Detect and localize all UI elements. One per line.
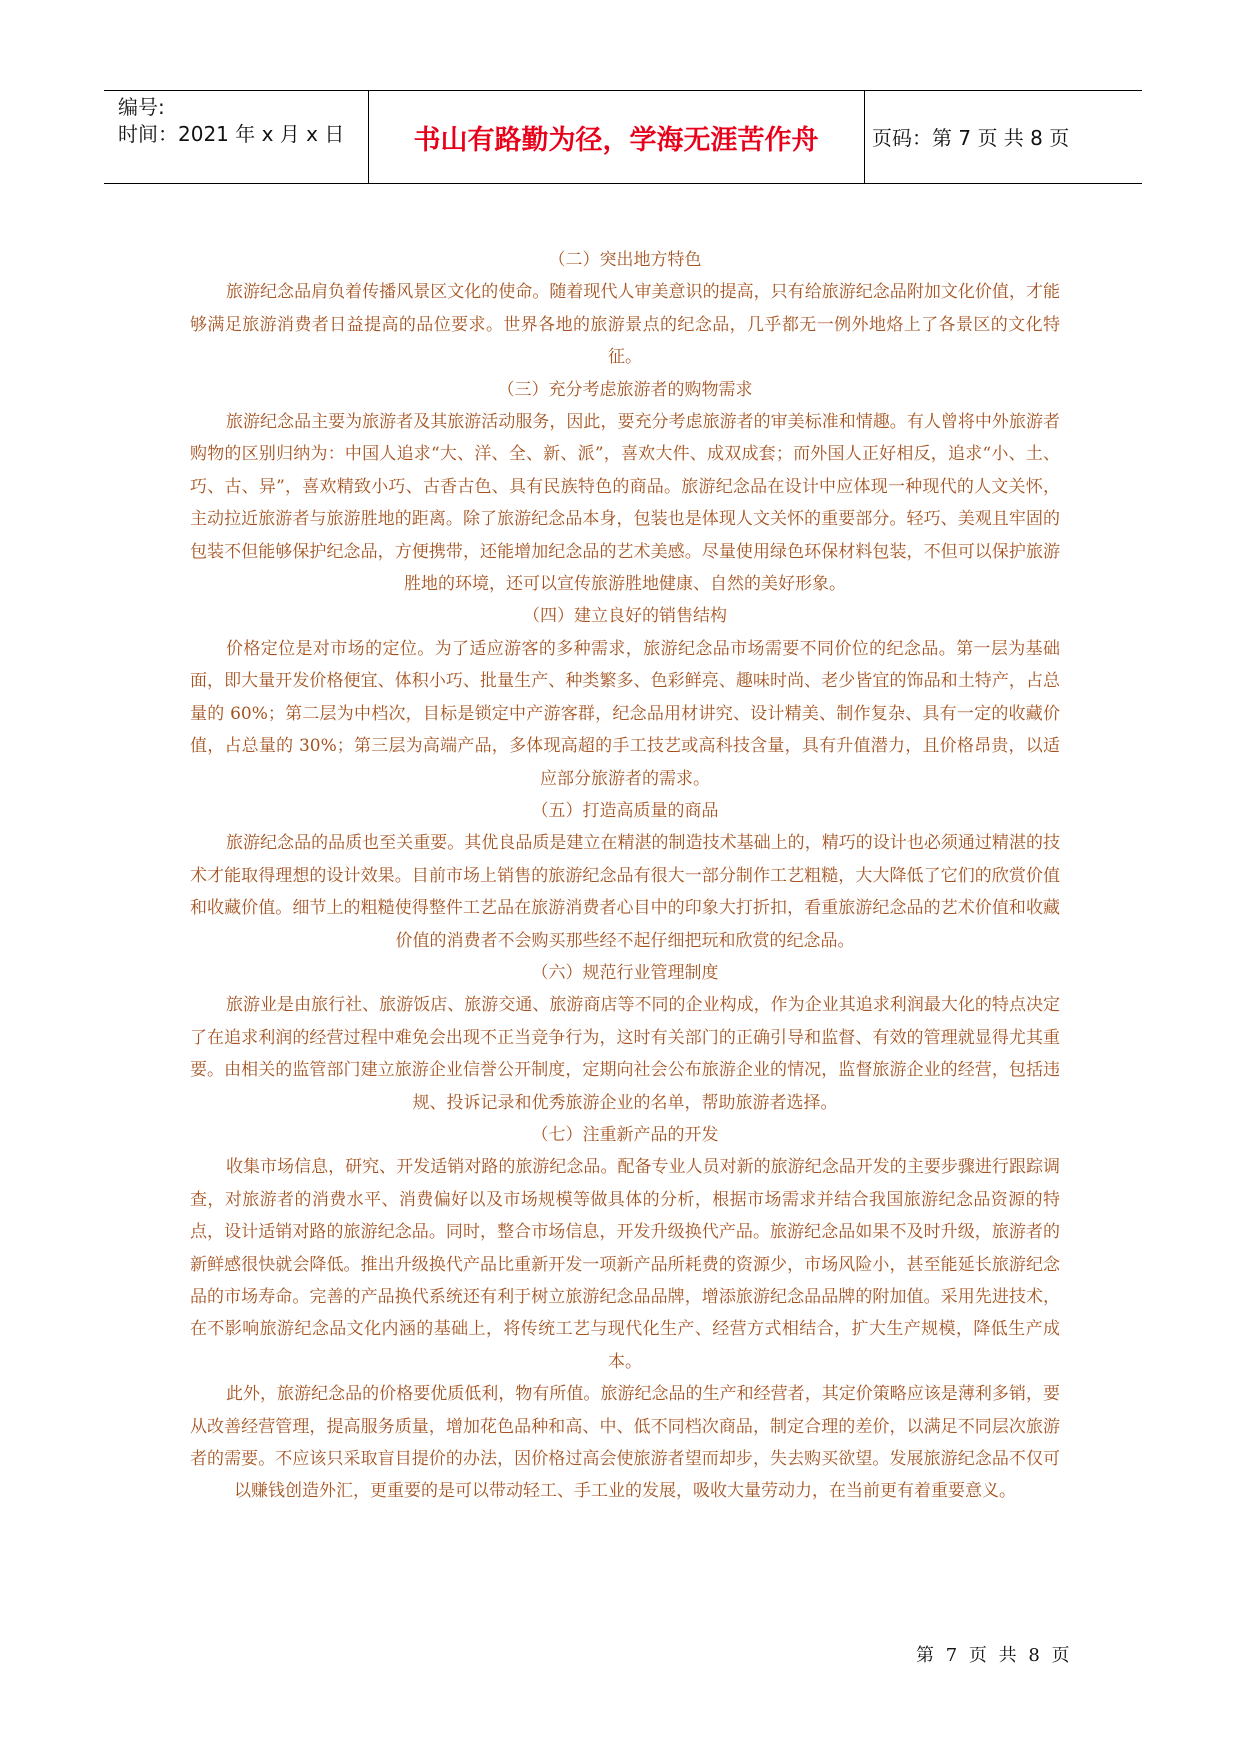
section-heading: （五）打造高质量的商品 [531,800,719,821]
time-label: 时间：2021 年 x 月 x 日 [118,122,345,146]
header-page-info: 页码：第 7 页 共 8 页 [872,126,1070,150]
section-paragraph: 旅游纪念品的品质也至关重要。其优良品质是建立在精湛的制造技术基础上的，精巧的设计也必须通过精湛的技术才能取得理想的设计效果。目前市场上销售的旅游纪念品有很大一部分制作工艺粗糙，大大降低了它们的欣赏价值和收藏价值。细节上的粗糙使得整件工艺品在旅游消费者心目中的印象大打折扣，看重旅游纪念品的艺术价值和收藏价值的消费者不会购买那些经不起仔细把玩和欣赏的纪念品。 [190,833,1060,951]
section-paragraph: 旅游纪念品主要为旅游者及其旅游活动服务，因此，要充分考虑旅游者的审美标准和情趣。有人曾将中外旅游者购物的区别归纳为：中国人追求“大、洋、全、新、派”，喜欢大件、成双成套；而外国人正好相反，追求“小、土、巧、古、异”，喜欢精致小巧、古香古色、具有民族特色的商品。旅游纪念品在设计中应体现一种现代的人文关怀，主动拉近旅游者与旅游胜地的距离。除了旅游纪念品本身，包装也是体现人文关怀的重要部分。轻巧、美观且牢固的包装不但能够保护纪念品，方便携带，还能增加纪念品的艺术美感。尽量使用绿色环保材料包装，不但可以保护旅游胜地的环境，还可以宣传旅游胜地健康、自然的美好形象。 [190,412,1060,595]
header-meta [118,94,344,148]
section-heading: （四）建立良好的销售结构 [523,606,727,627]
section-paragraph: 旅游业是由旅行社、旅游饭店、旅游交通、旅游商店等不同的企业构成，作为企业其追求利润最大化的特点决定了在追求利润的经营过程中难免会出现不正当竞争行为，这时有关部门的正确引导和监督、有效的管理就显得尤其重要。由相关的监管部门建立旅游企业信誉公开制度，定期向社会公布旅游企业的情况，监督旅游企业的经营，包括违规、投诉记录和优秀旅游企业的名单，帮助旅游者选择。 [190,995,1060,1113]
section-heading: （七）注重新产品的开发 [531,1124,719,1145]
section-paragraph: 收集市场信息，研究、开发适销对路的旅游纪念品。配备专业人员对新的旅游纪念品开发的主要步骤进行跟踪调查，对旅游者的消费水平、消费偏好以及市场规模等做具体的分析，根据市场需求并结合我国旅游纪念品资源的特点，设计适销对路的旅游纪念品。同时，整合市场信息，开发升级换代产品。旅游纪念品如果不及时升级，旅游者的新鲜感很快就会降低。推出升级换代产品比重新开发一项新产品所耗费的资源少，市场风险小，甚至能延长旅游纪念品的市场寿命。完善的产品换代系统还有利于树立旅游纪念品品牌，增添旅游纪念品品牌的附加值。采用先进技术，在不影响旅游纪念品文化内涵的基础上，将传统工艺与现代化生产、经营方式相结合，扩大生产规模，降低生产成本。 [190,1157,1060,1372]
header-bottom-rule [104,183,1142,184]
section-heading: （三）充分考虑旅游者的购物需求 [497,379,753,400]
document-body [190,244,1060,1508]
page-footer: 第 7 页 共 8 页 [916,1645,1070,1666]
section-heading: （二）突出地方特色 [548,250,702,270]
header-motto: 书山有路勤为径，学海无涯苦作舟 [413,125,819,156]
section-paragraph: 此外，旅游纪念品的价格要优质低利，物有所值。旅游纪念品的生产和经营者，其定价策略应该是薄利多销，要从改善经营管理，提高服务质量，增加花色品种和高、中、低不同档次商品，制定合理的差价，以满足不同层次旅游者的需要。不应该只采取盲目提价的办法，因价格过高会使旅游者望而却步，失去购买欲望。发展旅游纪念品不仅可以赚钱创造外汇，更重要的是可以带动轻工、手工业的发展，吸收大量劳动力，在当前更有着重要意义。 [190,1384,1060,1502]
number-label: 编号: [118,95,165,119]
section-paragraph: 旅游纪念品肩负着传播风景区文化的使命。随着现代人审美意识的提高，只有给旅游纪念品附加文化价值，才能够满足旅游消费者日益提高的品位要求。世界各地的旅游景点的纪念品，几乎都无一例外地烙上了各景区的文化特征。 [190,282,1060,368]
section-paragraph: 价格定位是对市场的定位。为了适应游客的多种需求，旅游纪念品市场需要不同价位的纪念品。第一层为基础面，即大量开发价格便宜、体积小巧、批量生产、种类繁多、色彩鲜亮、趣味时尚、老少皆宜的饰品和土特产，占总量的 60%；第二层为中档次，目标是锁定中产游客群，纪念品用材讲究、设计精美、制作复杂、具有一定的收藏价值，占总量的 30%；第三层为高端产品，多体现高超的手工技艺或高科技含量，具有升值潜力，且价格昂贵，以适应部分旅游者的需求。 [190,638,1060,789]
header-top-rule [104,90,1142,91]
page-header [104,90,1142,184]
header-divider-right [864,90,865,184]
section-heading: （六）规范行业管理制度 [531,962,719,983]
